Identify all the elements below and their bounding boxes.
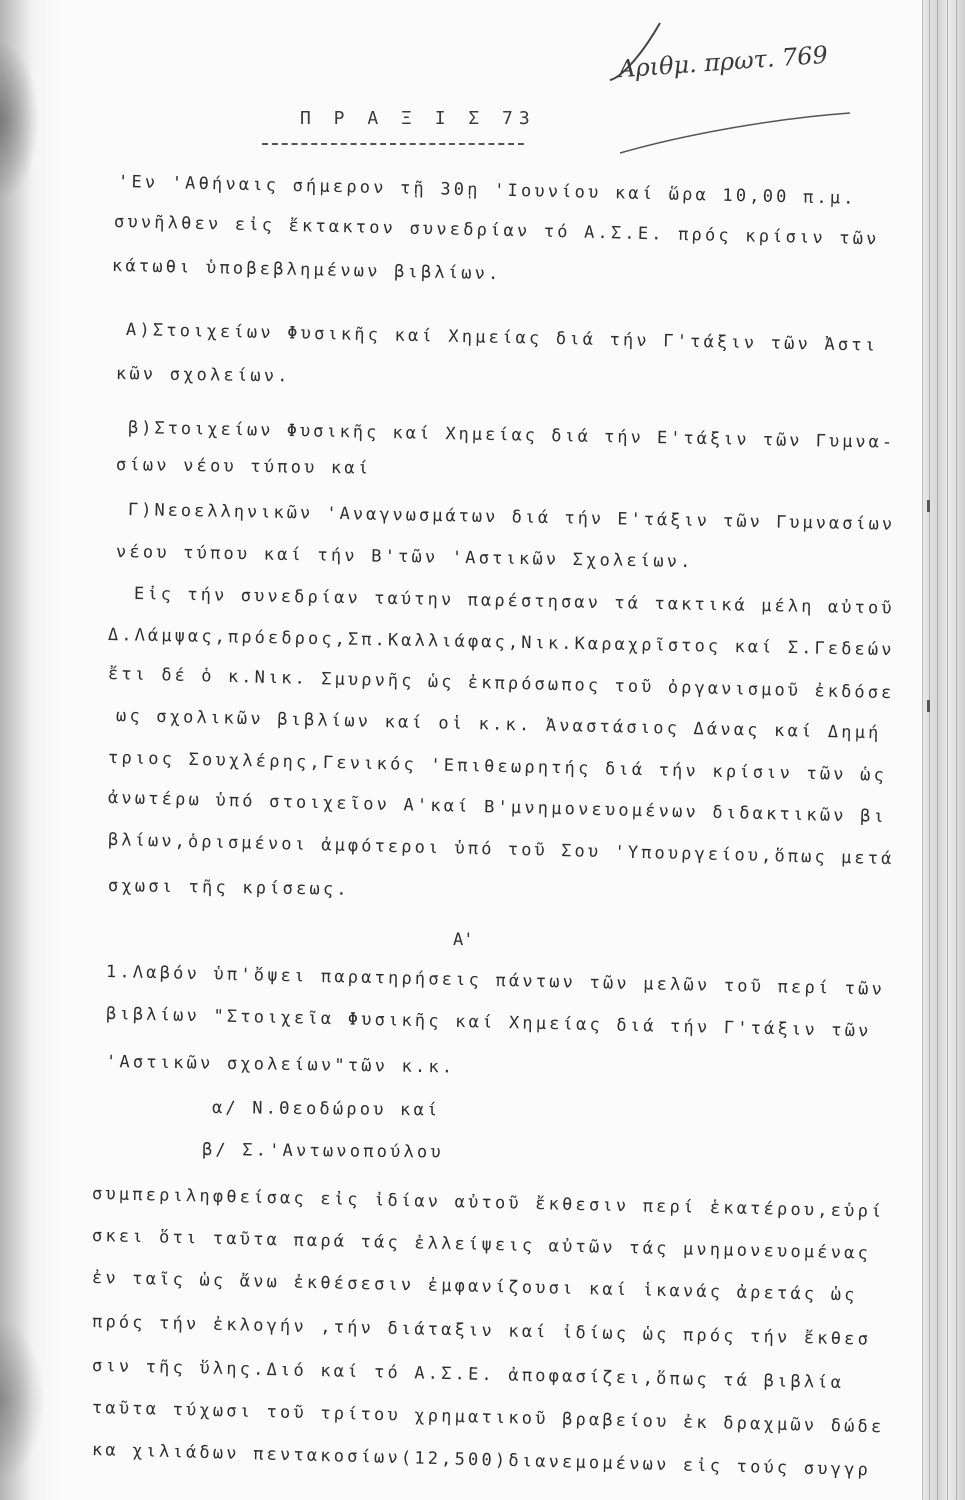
handwritten-protocol-number: Αριθμ. πρωτ. 769	[617, 40, 829, 84]
handwritten-stroke-icon	[600, 18, 860, 158]
text-line: πρός τήν ἐκλογήν ,τήν διάταξιν καί ἰδίως ὡς πρός τήν ἔκθεσ	[91, 1312, 872, 1350]
text-line: 1.Λαβόν ὑπ'ὄψει παρατηρήσεις πάντων τῶν μελῶν τοῦ περί τῶν	[105, 962, 886, 1000]
page-edge-line	[947, 0, 948, 1500]
text-line: κῶν σχολείων.	[115, 364, 291, 387]
scan-blotch	[0, 1320, 45, 1480]
text-line: νέου τύπου καί τήν Β'τῶν 'Αστικῶν Σχολείων.	[115, 542, 694, 573]
document-heading: Π Ρ Α Ξ Ι Σ 73	[300, 108, 536, 129]
text-line: βλίων,ὁρισμένοι ἀμφότεροι ὑπό τοῦ Σου 'Υπουργείου,ὅπως μετά	[107, 830, 895, 870]
text-line: ως σχολικῶν βιβλίων καί οἱ κ.κ. Ἀναστάσιος Δάνας καί Δημή	[115, 706, 882, 744]
text-line: σίων νέου τύπου καί	[115, 455, 372, 479]
text-line: τριος Σουχλέρης,Γενικός 'Επιθεωρητής διά τήν κρίσιν τῶν ὡς	[107, 748, 888, 786]
heading-underline	[262, 143, 524, 145]
text-line: α/ Ν.Θεοδώρου καί	[211, 1098, 441, 1121]
text-line: σιν τῆς ὕλης.Διό καί τό Α.Σ.Ε. ἀποφασίζει,ὅπως τά βιβλία	[91, 1356, 845, 1394]
text-line: 'Αστικῶν σχολείων"τῶν κ.κ.	[105, 1052, 456, 1078]
text-line: ἀνωτέρω ὑπό στοιχεῖον Α'καί Β'μνημονευομένων διδακτικῶν βι	[107, 788, 888, 828]
edge-mark	[927, 700, 930, 712]
page-stack-edge	[922, 0, 965, 1500]
text-line: βιβλίων "Στοιχεῖα Φυσικῆς καί Χημείας διά τήν Γ'τάξιν τῶν	[105, 1004, 872, 1042]
text-line: β/ Σ.'Αντωνοπούλου	[201, 1140, 444, 1163]
text-line: κα χιλιάδων πεντακοσίων(12,500)διανεμομένων εἰς τούς συγγρ	[91, 1440, 872, 1481]
text-line: ταῦτα τύχωσι τοῦ τρίτου χρηματικοῦ βραβείου ἐκ δραχμῶν δώδε	[91, 1398, 885, 1438]
scan-shadow-left	[0, 0, 60, 1500]
text-line: συνῆλθεν εἰς ἔκτακτον συνεδρίαν τό Α.Σ.Ε. πρός κρίσιν τῶν	[113, 212, 880, 250]
text-line: Εἰς τήν συνεδρίαν ταύτην παρέστησαν τά τακτικά μέλη αὐτοῦ	[133, 584, 895, 619]
text-line: ἔτι δέ ὁ κ.Νικ. Σμυρνῆς ὡς ἐκπρόσωπος τοῦ ὀργανισμοῦ ἐκδόσε	[107, 664, 895, 704]
text-line: ἐν ταῖς ὡς ἄνω ἐκθέσεσιν ἐμφανίζουσι καί ἱκανάς ἀρετάς ὡς	[91, 1268, 858, 1306]
text-line: σχωσι τῆς κρίσεως.	[107, 876, 350, 900]
page-edge-line	[929, 0, 930, 1500]
page-edge-line	[956, 0, 957, 1500]
text-line: κάτωθι ὑποβεβλημένων βιβλίων.	[111, 256, 502, 285]
scan-blotch	[0, 40, 40, 200]
text-line: Γ)Νεοελληνικῶν 'Αναγνωσμάτων διά τήν Ε'τάξιν τῶν Γυμνασίων	[127, 500, 896, 535]
text-line: Α)Στοιχείων Φυσικῆς καί Χημείας διά τήν Γ'τάξιν τῶν Ἀστι	[125, 320, 879, 356]
page-edge-line	[937, 0, 938, 1500]
section-marker: Α'	[453, 930, 474, 950]
text-line: 'Εν 'Αθήναις σήμερον τῇ 30ῃ 'Ιουνίου καί ὥρα 10,00 π.μ.	[117, 172, 857, 209]
text-line: συμπεριληφθείσας εἰς ἰδίαν αὐτοῦ ἔκθεσιν περί ἑκατέρου,εὑρί	[91, 1184, 885, 1222]
text-line: σκει ὅτι ταῦτα παρά τάς ἐλλείψεις αὐτῶν τάς μνημονευομένας	[91, 1226, 872, 1264]
edge-mark	[927, 500, 930, 512]
text-line: β)Στοιχείων Φυσικῆς καί Χημείας διά τήν Ε'τάξιν τῶν Γυμνα-	[127, 418, 896, 453]
text-line: Δ.Λάμψας,πρόεδρος,Σπ.Καλλιάφας,Νικ.Καραχρῖστος καί Σ.Γεδεών	[107, 625, 895, 661]
